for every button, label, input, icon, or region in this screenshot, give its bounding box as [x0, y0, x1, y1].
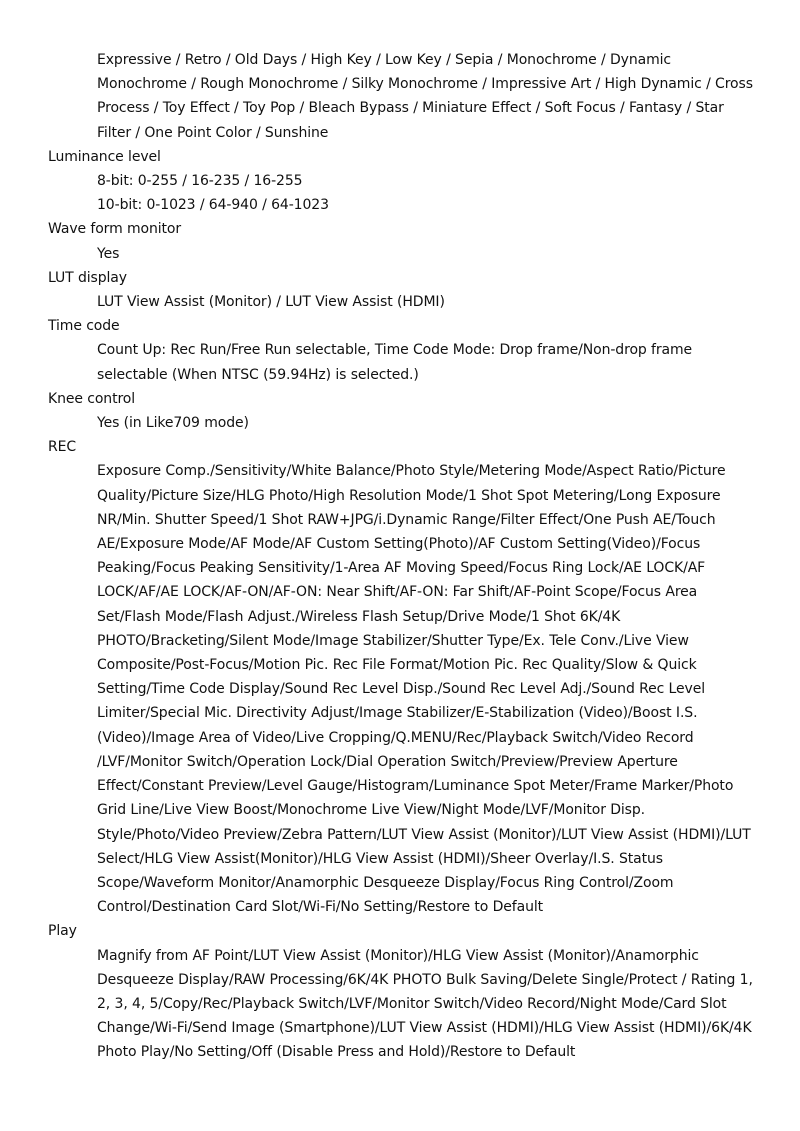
- luminance-level-10bit-value: 10-bit: 0-1023 / 64-940 / 64-1023: [97, 197, 329, 214]
- knee-control-value: Yes (in Like709 mode): [97, 415, 249, 432]
- time-code-label: Time code: [48, 318, 120, 335]
- luminance-level-label: Luminance level: [48, 148, 161, 165]
- luminance-level-8bit-value: 8-bit: 0-255 / 16-235 / 16-255: [97, 173, 303, 190]
- waveform-monitor-label: Wave form monitor: [48, 221, 182, 238]
- spec-document: [0, 48, 800, 1065]
- filter-effects-continued-text: Expressive / Retro / Old Days / High Key / Low Key / Sepia / Monochrome / Dynamic Monochrome / Rough Monochrome / Silky Monochrome / Impressive Art / High Dynamic / Cross Process / Toy Effect / Toy Pop / Bleach Bypass / Miniature Effect / Soft Focus / Fantasy / Star Filter / One Point Color / Sunshine: [97, 52, 753, 141]
- rec-label: REC: [48, 439, 77, 456]
- lut-display-value: LUT View Assist (Monitor) / LUT View Assist (HDMI): [97, 294, 445, 311]
- play-label: Play: [48, 923, 77, 940]
- waveform-monitor-value: Yes: [97, 245, 120, 262]
- knee-control-label: Knee control: [48, 390, 136, 407]
- lut-display-label: LUT display: [48, 269, 127, 286]
- play-functions-value: Magnify from AF Point/LUT View Assist (Monitor)/HLG View Assist (Monitor)/Anamorphic Desqueeze Display/RAW Processing/6K/4K PHOTO Bulk Saving/Delete Single/Protect / Rating 1, 2, 3, 4, 5/Copy/Rec/Playback Switch/LVF/Monitor Switch/Video Record/Night Mode/Card Slot Change/Wi-Fi/Send Image (Smartphone)/LUT View Assist (HDMI)/HLG View Assist (HDMI)/6K/4K Photo Play/No Setting/Off (Disable Press and Hold)/Restore to Default: [97, 947, 753, 1061]
- rec-functions-value: Exposure Comp./Sensitivity/White Balance/Photo Style/Metering Mode/Aspect Ratio/Picture Quality/Picture Size/HLG Photo/High Resolution Mode/1 Shot Spot Metering/Long Exposure NR/Min. Shutter Speed/1 Shot RAW+JPG/i.Dynamic Range/Filter Effect/One Push AE/Touch AE/Exposure Mode/AF Mode/AF Custom Setting(Photo)/AF Custom Setting(Video)/Focus Peaking/Focus Peaking Sensitivity/1-Area AF Moving Speed/Focus Ring Lock/AE LOCK/AF LOCK/AF/AE LOCK/AF-ON/AF-ON: Near Shift/AF-ON: Far Shift/AF-Point Scope/Focus Area Set/Flash Mode/Flash Adjust./Wireless Flash Setup/Drive Mode/1 Shot 6K/4K PHOTO/Bracketing/Silent Mode/Image Stabilizer/Shutter Type/Ex. Tele Conv./Live View Composite/Post-Focus/Motion Pic. Rec File Format/Motion Pic. Rec Quality/Slow & Quick Setting/Time Code Display/Sound Rec Level Disp./Sound Rec Level Adj./Sound Rec Level Limiter/Special Mic. Directivity Adjust/Image Stabilizer/E-Stabilization (Video)/Boost I.S. (Video)/Image Area of Video/Live Cropping/Q.MENU/Rec/Playback Switch/Video Record /LVF/Monitor Switch/Operation Lock/Dial Operation Switch/Preview/Preview Aperture Effect/Constant Preview/Level Gauge/Histogram/Luminance Spot Meter/Frame Marker/Photo Grid Line/Live View Boost/Monochrome Live View/Night Mode/LVF/Monitor Disp. Style/Photo/Video Preview/Zebra Pattern/LUT View Assist (Monitor)/LUT View Assist (HDMI)/LUT Select/HLG View Assist(Monitor)/HLG View Assist (HDMI)/Sheer Overlay/I.S. Status Scope/Waveform Monitor/Anamorphic Desqueeze Display/Focus Ring Control/Zoom Control/Destination Card Slot/Wi-Fi/No Setting/Restore to Default: [97, 463, 751, 916]
- time-code-value: Count Up: Rec Run/Free Run selectable, Time Code Mode: Drop frame/Non-drop frame selectable (When NTSC (59.94Hz) is selected.): [97, 342, 693, 383]
